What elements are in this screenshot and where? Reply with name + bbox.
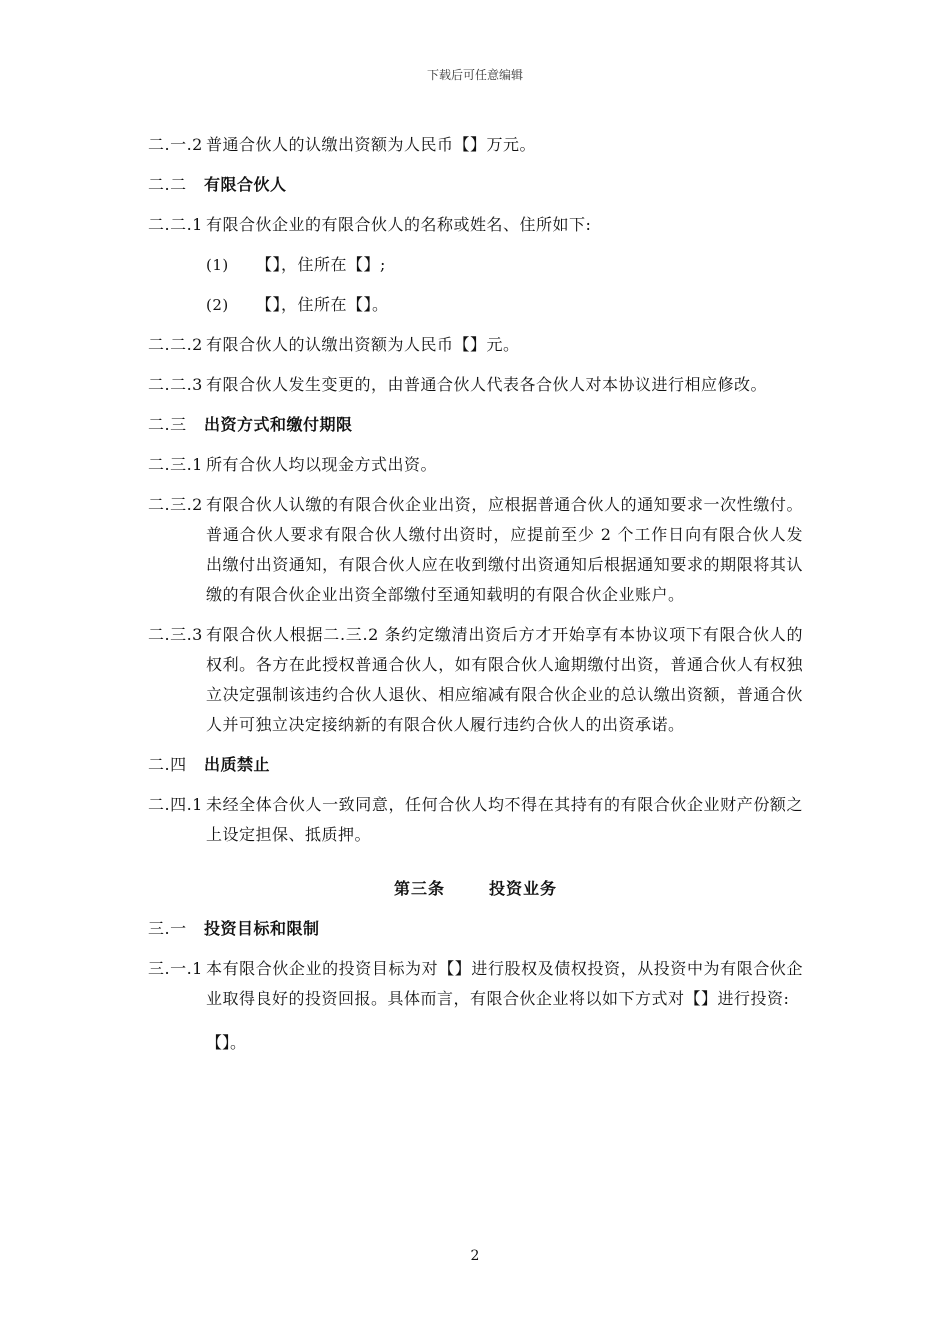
clause-2-1-2: 二.一.2 普通合伙人的认缴出资额为人民币【】万元。 xyxy=(148,135,537,154)
list-item: (1) 【】，住所在【】; xyxy=(206,255,386,274)
clause-2-3-1: 二.三.1 所有合伙人均以现金方式出资。 xyxy=(148,455,438,474)
clause-2-3-2: 二.三.2 有限合伙人认缴的有限合伙企业出资，应根据普通合伙人的通知要求一次性缴付。普通合伙人要求有限合伙人缴付出资时，应提前至少 2 个工作日向有限合伙人发出缴付出资通知，有限合伙人应在收到缴付出资通知后根据通知要求的期限将其认缴的有限合伙企业出资全部缴付至通知载明的有限合伙企业账户。 xyxy=(148,495,803,604)
placeholder-line: 【】。 xyxy=(206,1033,247,1052)
section-3-1-heading: 三.一 投资目标和限制 xyxy=(148,919,320,938)
page-number: 2 xyxy=(470,1248,480,1264)
clause-2-2-1: 二.二.1 有限合伙企业的有限合伙人的名称或姓名、住所如下: xyxy=(148,215,592,234)
clause-2-2-3: 二.二.3 有限合伙人发生变更的，由普通合伙人代表各合伙人对本协议进行相应修改。 xyxy=(148,375,768,394)
article-number: 第三条 xyxy=(393,879,445,898)
section-2-4-heading: 二.四 出质禁止 xyxy=(148,755,271,774)
article-title: 投资业务 xyxy=(489,879,558,898)
clause-2-3-3: 二.三.3 有限合伙人根据二.三.2 条约定缴清出资后方才开始享有本协议项下有限合伙人的权利。各方在此授权普通合伙人，如有限合伙人逾期缴付出资，普通合伙人有权独立决定强制该违约合伙人退伙、相应缩减有限合伙企业的总认缴出资额，普通合伙人并可独立决定接纳新的有限合伙人履行违约合伙人的出资承诺。 xyxy=(148,625,803,734)
list-item: (2) 【】，住所在【】。 xyxy=(206,295,389,314)
clause-2-4-1: 二.四.1 未经全体合伙人一致同意，任何合伙人均不得在其持有的有限合伙企业财产份额之上设定担保、抵质押。 xyxy=(148,795,803,844)
clause-2-2-2: 二.二.2 有限合伙人的认缴出资额为人民币【】元。 xyxy=(148,335,520,354)
document-body xyxy=(148,130,803,1058)
section-2-3-heading: 二.三 出资方式和缴付期限 xyxy=(148,415,353,434)
page-header: 下载后可任意编辑 xyxy=(426,68,523,82)
section-2-2-heading: 二.二 有限合伙人 xyxy=(148,175,287,194)
clause-3-1-1: 三.一.1 本有限合伙企业的投资目标为对【】进行股权及债权投资，从投资中为有限合伙企业取得良好的投资回报。具体而言，有限合伙企业将以如下方式对【】进行投资: xyxy=(148,959,803,1008)
article-heading xyxy=(148,874,803,904)
